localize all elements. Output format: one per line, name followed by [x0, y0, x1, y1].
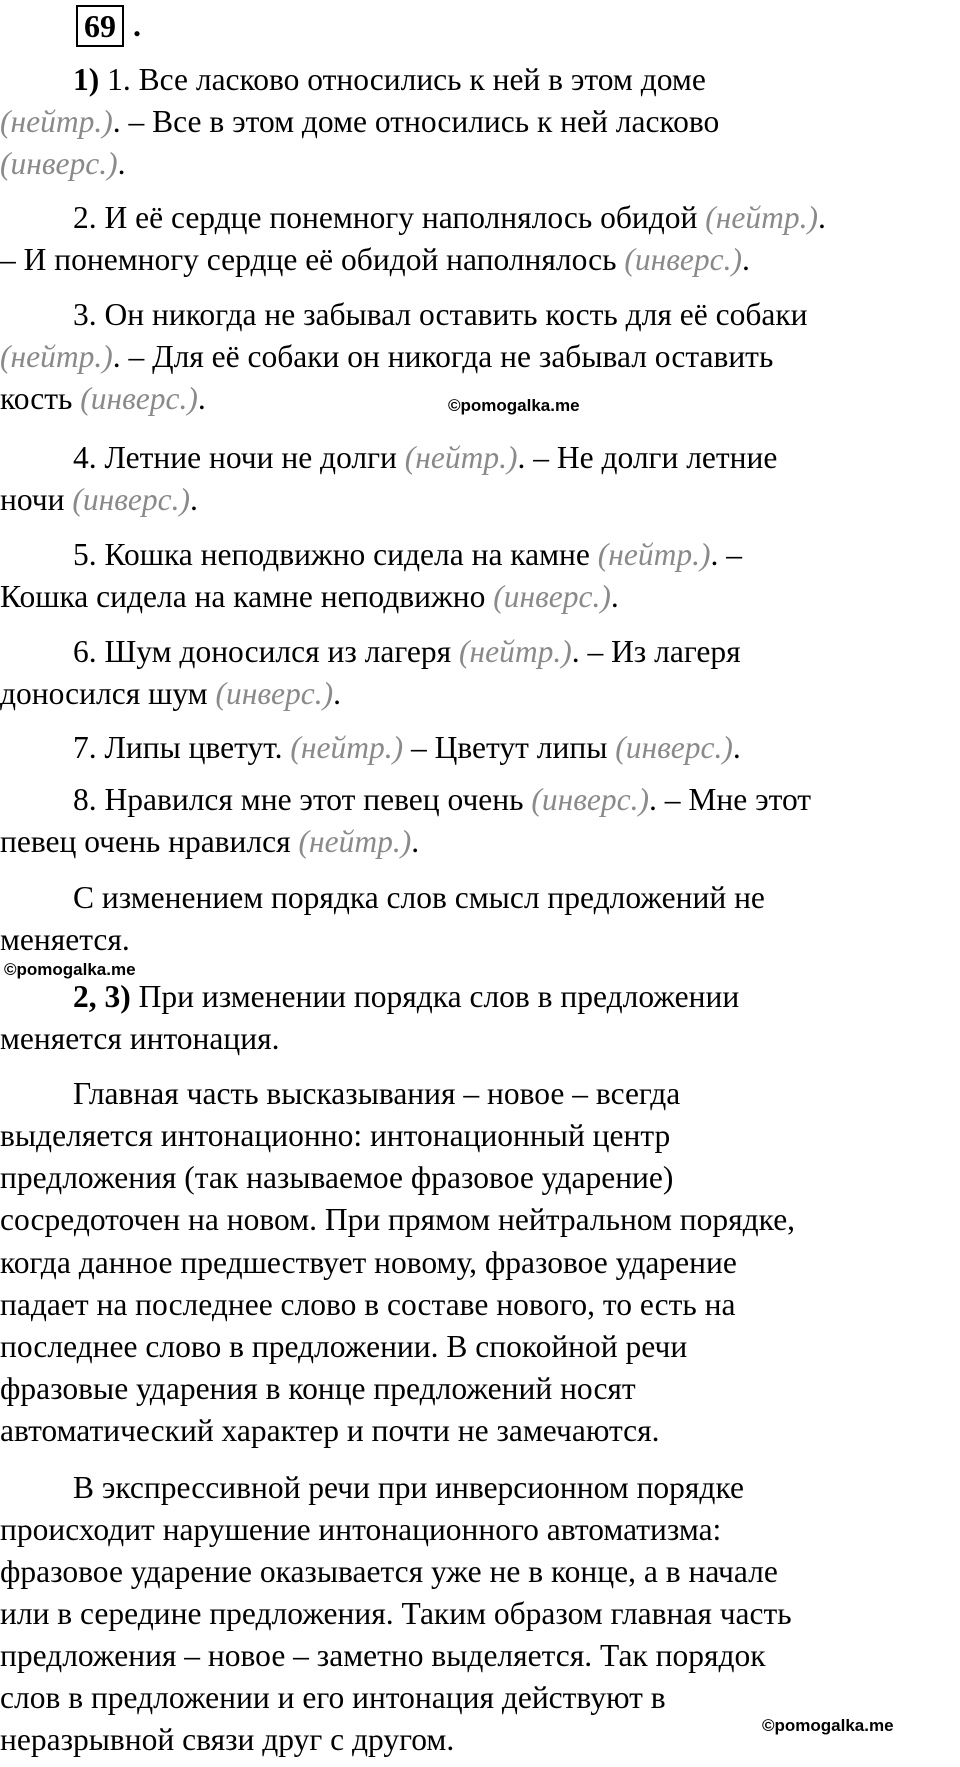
- style-label: (инверс.): [531, 782, 649, 817]
- style-label: (инверс.): [624, 242, 742, 277]
- text-line: последнее слово в предложении. В спокойной речи: [0, 1329, 688, 1364]
- text-line: происходит нарушение интонационного автоматизма:: [0, 1512, 722, 1547]
- text-line: (нейтр.). – Для её собаки он никогда не забывал оставить: [0, 339, 774, 374]
- style-label: (инверс.): [0, 146, 118, 181]
- watermark: ©pomogalka.me: [4, 960, 136, 979]
- style-label: (нейтр.): [705, 200, 818, 235]
- exercise-number: 69: [76, 5, 124, 47]
- text-line: 8. Нравился мне этот певец очень (инверс.). – Мне этот: [73, 782, 812, 817]
- text-line: неразрывной связи друг с другом.: [0, 1722, 455, 1757]
- style-label: (нейтр.): [0, 339, 113, 374]
- text-line: ночи (инверс.).: [0, 482, 198, 517]
- style-label: (нейтр.): [597, 537, 711, 572]
- text-line: выделяется интонационно: интонационный центр: [0, 1118, 671, 1153]
- watermark: ©pomogalka.me: [448, 396, 580, 415]
- text-line: Кошка сидела на камне неподвижно (инверс.).: [0, 579, 619, 614]
- text-line: певец очень нравился (нейтр.).: [0, 824, 420, 859]
- style-label: (инверс.): [493, 579, 611, 614]
- text-line: кость (инверс.).: [0, 381, 206, 416]
- text-line: С изменением порядка слов смысл предложений не: [73, 880, 765, 915]
- text-line: 2, 3) При изменении порядка слов в предложении: [73, 979, 740, 1014]
- text-line: падает на последнее слово в составе нового, то есть на: [0, 1287, 736, 1322]
- text-line: (инверс.).: [0, 146, 126, 181]
- part-marker: 2, 3): [73, 979, 131, 1014]
- text-line: 1) 1. Все ласково относились к ней в этом доме: [73, 62, 706, 97]
- style-label: (инверс.): [215, 676, 334, 711]
- style-label: (нейтр.): [298, 824, 412, 859]
- text-line: сосредоточен на новом. При прямом нейтральном порядке,: [0, 1202, 796, 1237]
- text-line: 3. Он никогда не забывал оставить кость для её собаки: [73, 297, 808, 332]
- exercise-number-dot: .: [133, 7, 141, 43]
- text-line: 7. Липы цветут. (нейтр.) – Цветут липы (инверс.).: [73, 730, 741, 765]
- text-line: меняется интонация.: [0, 1021, 280, 1056]
- style-label: (инверс.): [72, 482, 190, 517]
- text-line: 5. Кошка неподвижно сидела на камне (нейтр.). –: [73, 537, 742, 572]
- text-line: предложения – новое – заметно выделяется. Так порядок: [0, 1638, 766, 1673]
- text-line: или в середине предложения. Таким образом главная часть: [0, 1596, 792, 1631]
- text-line: слов в предложении и его интонация действуют в: [0, 1680, 666, 1715]
- style-label: (нейтр.): [458, 634, 572, 669]
- text-line: предложения (так называемое фразовое ударение): [0, 1160, 674, 1195]
- text-line: доносился шум (инверс.).: [0, 676, 341, 711]
- text-line: Главная часть высказывания – новое – всегда: [73, 1076, 681, 1111]
- text-line: В экспрессивной речи при инверсионном порядке: [73, 1470, 744, 1505]
- text-line: автоматический характер и почти не замечаются.: [0, 1413, 660, 1448]
- style-label: (нейтр.): [290, 730, 404, 765]
- watermark: ©pomogalka.me: [762, 1716, 894, 1735]
- part-marker: 1): [73, 62, 100, 97]
- style-label: (инверс.): [615, 730, 733, 765]
- text-line: меняется.: [0, 922, 130, 957]
- text-line: 6. Шум доносился из лагеря (нейтр.). – Из лагеря: [73, 634, 741, 669]
- text-line: 2. И её сердце понемногу наполнялось обидой (нейтр.).: [73, 200, 826, 235]
- text-line: (нейтр.). – Все в этом доме относились к ней ласково: [0, 104, 720, 139]
- style-label: (нейтр.): [0, 104, 113, 139]
- text-line: – И понемногу сердце её обидой наполнялось (инверс.).: [0, 242, 750, 277]
- text-line: фразовые ударения в конце предложений носят: [0, 1371, 636, 1406]
- text-line: когда данное предшествует новому, фразовое ударение: [0, 1245, 737, 1280]
- style-label: (нейтр.): [404, 440, 518, 475]
- text-line: 4. Летние ночи не долги (нейтр.). – Не долги летние: [73, 440, 778, 475]
- style-label: (инверс.): [80, 381, 198, 416]
- text-line: фразовое ударение оказывается уже не в конце, а в начале: [0, 1554, 778, 1589]
